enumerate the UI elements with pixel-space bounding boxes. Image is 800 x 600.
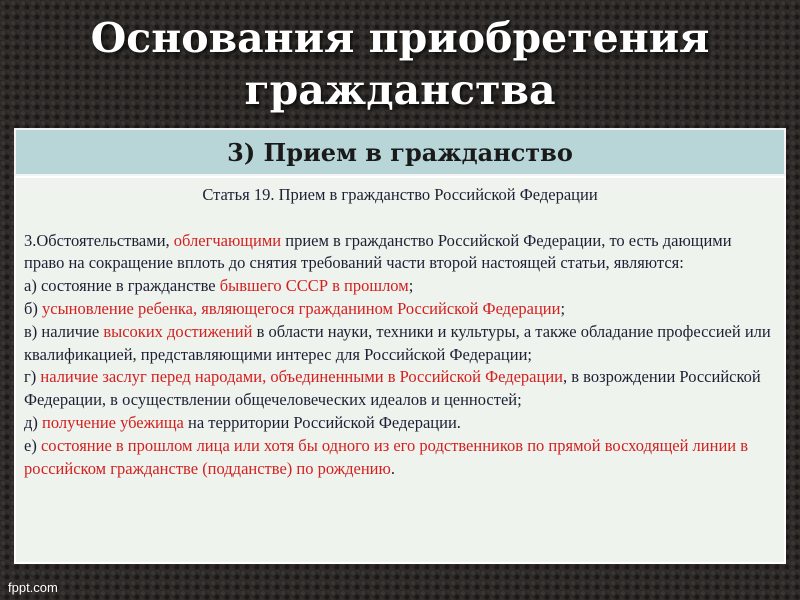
intro-paragraph: [24, 230, 776, 276]
item-e-highlight: состояние в прошлом лица или хотя бы одного из его родственников по прямой восходящей линии в российском гражданстве (подданстве) по рождению: [24, 435, 749, 478]
slide-title-line-1: Основания приобретения: [90, 14, 710, 62]
list-item-e: [24, 435, 776, 481]
item-v-text-1: в) наличие: [24, 321, 104, 341]
item-a-text-2: ;: [408, 276, 414, 296]
item-g-text-1: г): [24, 367, 41, 387]
list-item-g: [24, 366, 776, 412]
item-v-text-2: в области науки, техники и культуры, а также обладание профессией или квалификацией, представляющими интерес для Российской Федерации;: [24, 321, 771, 364]
table-body: [14, 176, 786, 564]
slide-title: [0, 12, 800, 116]
item-e-text-2: .: [390, 458, 395, 478]
item-d-highlight: получение убежища: [42, 412, 184, 432]
item-v-highlight: высоких достижений: [103, 321, 253, 341]
list-item-a: [24, 275, 776, 298]
item-d-text-2: на территории Российской Федерации.: [183, 412, 461, 432]
item-a-highlight: бывшего СССР в прошлом: [219, 276, 409, 296]
item-d-text-1: д): [24, 412, 43, 432]
slide-title-line-2: гражданства: [244, 66, 556, 114]
item-g-text-2: , в возрождении Российской Федерации, в осуществлении общечеловеческих идеалов и ценностей;: [24, 367, 761, 410]
item-b-text-2: ;: [560, 298, 566, 318]
list-item-d: [24, 412, 776, 435]
intro-highlight: облегчающими: [173, 230, 282, 250]
item-a-text-1: а) состояние в гражданстве: [24, 276, 220, 296]
item-b-text-1: б): [24, 298, 43, 318]
item-b-highlight: усыновление ребенка, являющегося гражданином Российской Федерации: [42, 298, 561, 318]
item-g-highlight: наличие заслуг перед народами, объединенными в Российской Федерации: [40, 367, 563, 387]
table-header: [14, 128, 786, 176]
list-item-b: [24, 298, 776, 321]
intro-text-1: 3.Обстоятельствами,: [24, 230, 174, 250]
item-e-text-1: е): [24, 435, 41, 455]
content-table: [14, 128, 786, 564]
article-title: Статья 19. Прием в гражданство Российской Федерации: [202, 185, 598, 204]
list-item-v: [24, 321, 776, 367]
table-header-title: 3) Прием в гражданство: [227, 137, 573, 167]
watermark: fppt.com: [8, 580, 58, 595]
intro-text-2: прием в гражданство Российской Федерации, то есть дающими право на сокращение вплоть до снятия требований части второй настоящей статьи, являются:: [24, 230, 732, 273]
